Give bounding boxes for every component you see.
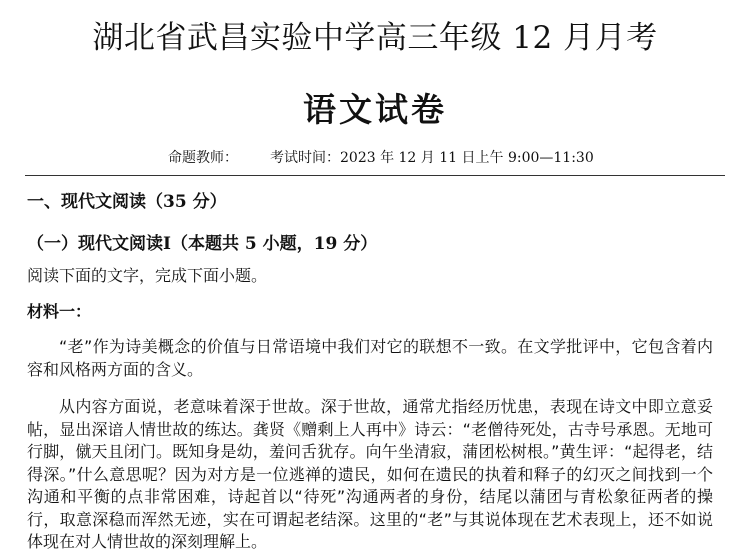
instruction-text: 阅读下面的文字，完成下面小题。	[27, 266, 268, 285]
material-label: 材料一：	[27, 302, 92, 321]
header-divider	[25, 175, 725, 176]
setter-label: 命题教师：	[168, 150, 238, 166]
section-heading: 一、现代文阅读（35 分）	[27, 192, 227, 212]
paper-title: 语文试卷	[303, 90, 447, 129]
passage-paragraph-1: “老”作为诗美概念的价值与日常语境中我们对它的联想不一致。在文学批评中，它包含着内容和风格两方面的含义。	[27, 337, 713, 379]
exam-time: 考试时间：2023 年 12 月 11 日上午 9:00—11:30	[270, 150, 594, 166]
school-title: 湖北省武昌实验中学高三年级 12 月月考	[92, 20, 658, 56]
passage-paragraph-2: 从内容方面说，老意味着深于世故。深于世故，通常尤指经历忧患，表现在诗文中即立意妥帖，显出深谙人情世故的练达。龚贤《赠剩上人再中》诗云：“老僧待死处，古寺号承恩。无地可行脚，僦天且闭门。既知身是幼，羞问舌犹存。向午坐清寂，蒲团松树根。”黄生评：“起得老，结得深。”什么意思呢？因为对方是一位逃禅的遗民，如何在遗民的执着和释子的幻灭之间找到一个沟通和平衡的点非常困难，诗起首以“待死”沟通两者的身份，结尾以蒲团与青松象征两者的操行，取意深稳而浑然无迹，实在可谓起老结深。这里的“老”与其说体现在艺术表现上，还不如说体现在对人情世故的深刻理解上。	[27, 397, 713, 551]
subsection-heading: （一）现代文阅读Ⅰ（本题共 5 小题，19 分）	[27, 234, 378, 254]
